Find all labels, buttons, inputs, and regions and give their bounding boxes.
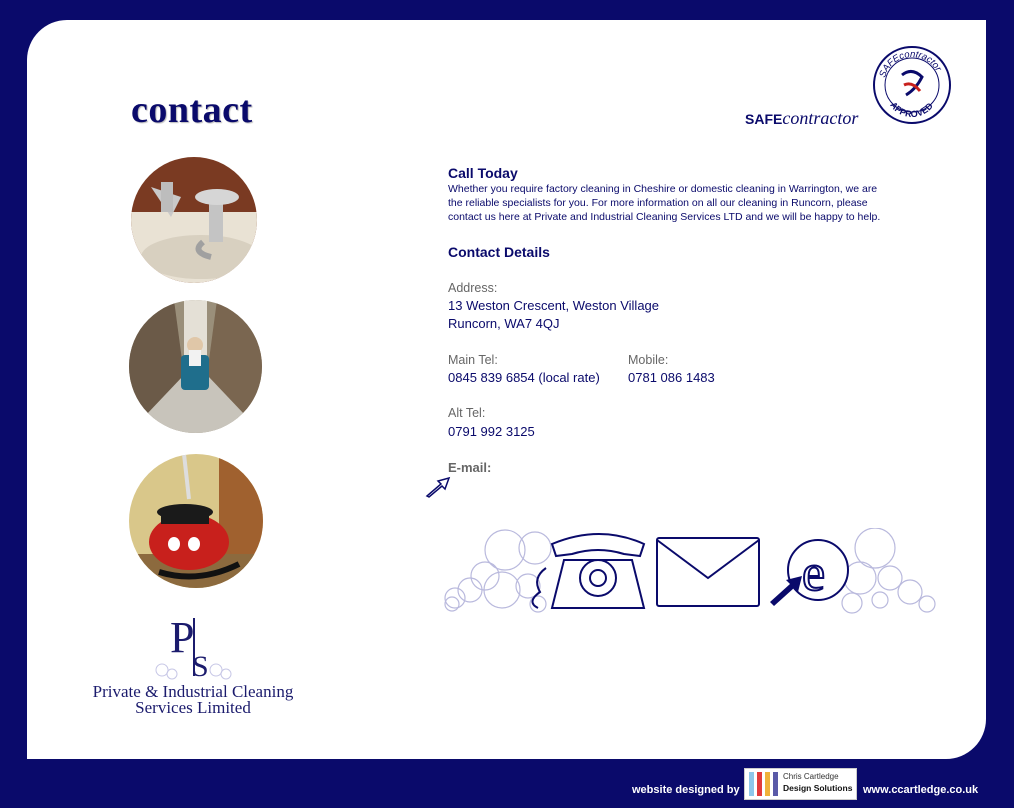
designed-by-text: website designed by bbox=[632, 784, 740, 796]
address-line2: Runcorn, WA7 4QJ bbox=[448, 316, 560, 331]
mobile-value: 0781 086 1483 bbox=[628, 370, 715, 385]
call-today-line2: the reliable specialists for you. For more information on all our cleaning in Runcorn, please bbox=[448, 197, 868, 209]
svg-text:S: S bbox=[192, 650, 209, 682]
svg-text:P: P bbox=[170, 613, 195, 662]
main-tel-value: 0845 839 6854 (local rate) bbox=[448, 370, 600, 385]
email-e-icon bbox=[770, 540, 848, 606]
approved-badge bbox=[872, 45, 952, 125]
address-label: Address: bbox=[448, 281, 498, 295]
alt-tel-value: 0791 992 3125 bbox=[448, 424, 535, 439]
call-today-title: Call Today bbox=[448, 165, 518, 181]
tap-photo bbox=[131, 157, 257, 283]
address-line1: 13 Weston Crescent, Weston Village bbox=[448, 298, 660, 313]
safe-bold-text: SAFE bbox=[745, 111, 783, 127]
designer-sub: Design Solutions bbox=[783, 783, 853, 793]
call-today-line1: Whether you require factory cleaning in Cheshire or domestic cleaning in Warrington, we are bbox=[448, 183, 878, 195]
svg-text:e: e bbox=[802, 545, 826, 602]
designer-url-link[interactable]: www.ccartledge.co.uk bbox=[863, 784, 979, 796]
contractor-italic-text: contractor bbox=[782, 108, 859, 128]
company-name-line1: Private & Industrial Cleaning bbox=[92, 682, 294, 701]
bubbles-right bbox=[842, 528, 935, 613]
page-title: contact bbox=[131, 89, 253, 131]
main-tel-label: Main Tel: bbox=[448, 353, 498, 367]
envelope-icon bbox=[657, 538, 759, 606]
safecontractor-logo bbox=[745, 108, 858, 129]
company-name bbox=[82, 684, 304, 716]
designer-name: Chris Cartledge bbox=[783, 772, 839, 781]
badge-ring-top: SAFEcontractor bbox=[877, 48, 944, 80]
call-today-paragraph bbox=[448, 182, 918, 224]
company-name-line2: Services Limited bbox=[135, 698, 251, 717]
badge-ring-bottom: APPROVED bbox=[888, 99, 935, 120]
contact-icons-row bbox=[440, 528, 940, 618]
alt-tel-label: Alt Tel: bbox=[448, 406, 486, 420]
telephone-icon bbox=[532, 534, 644, 608]
mobile-label: Mobile: bbox=[628, 353, 669, 367]
designer-logo[interactable] bbox=[744, 768, 857, 800]
contact-details-title: Contact Details bbox=[448, 244, 550, 260]
bubbles-left bbox=[445, 530, 551, 612]
vacuum-photo bbox=[129, 454, 263, 588]
email-arrow-icon[interactable] bbox=[425, 476, 451, 498]
call-today-line3: contact us here at Private and Industrial Cleaning Services LTD and we will be happy to help. bbox=[448, 211, 881, 223]
company-logo bbox=[152, 612, 236, 682]
email-label: E-mail: bbox=[448, 460, 492, 475]
warehouse-photo bbox=[129, 300, 262, 433]
